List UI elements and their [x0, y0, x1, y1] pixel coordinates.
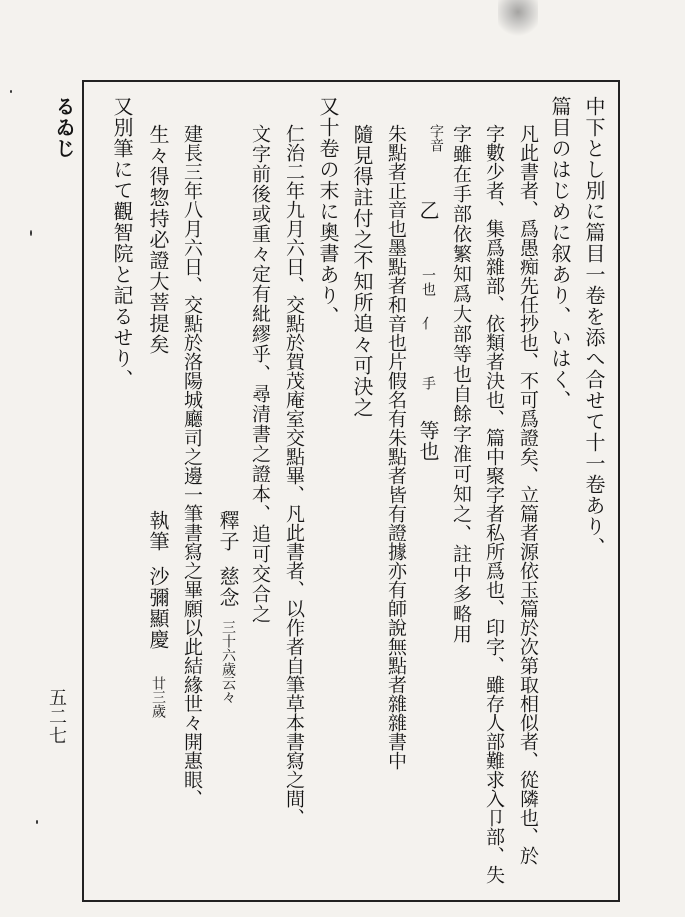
- page-smudge: [498, 0, 538, 40]
- paper-speck: [30, 230, 32, 236]
- text-column-2: 篇目のはじめに叙あり、いはく、: [548, 96, 572, 411]
- signature-shuhitsu: 執筆: [146, 510, 170, 552]
- page-number: 五二七: [46, 688, 67, 745]
- text-column-5: 字雖在手部依繁知爲大部等也自餘字准可知之、註中多略用: [450, 124, 472, 644]
- signature-age2: 廿三歲: [150, 676, 166, 718]
- gloss-item-3: 亻: [420, 316, 436, 330]
- signature-sami: 沙彌: [146, 566, 170, 608]
- signature-age1: 三十六歲云々: [220, 620, 236, 704]
- paper-speck: [36, 820, 38, 824]
- gloss-item-2: 一也: [420, 268, 436, 296]
- gloss-item-4: 手: [420, 376, 436, 390]
- gloss-column-top: 字音: [428, 124, 444, 152]
- running-title: るゐじ: [52, 96, 76, 159]
- text-column-11: 建長三年八月六日、交點於洛陽城廳司之邊一筆書寫之畢願以此結緣世々開惠眼、: [181, 124, 203, 808]
- signature-shakushi: 釋子: [216, 510, 240, 552]
- gloss-item-1: 乙: [416, 200, 440, 221]
- text-column-7: 隨見得註付之不知所追々可決之: [350, 124, 374, 418]
- text-column-8: 又十卷の末に奧書あり、: [316, 96, 340, 327]
- text-column-6: 朱點者正音也墨點者和音也片假名有朱點者皆有證據亦有師說無點者雜雜書中: [385, 124, 407, 770]
- text-column-12: 生々得惣持必證大菩提矣: [146, 124, 170, 355]
- text-column-1: 中下とし別に篇目一卷を添へ合せて十一卷あり、: [582, 96, 606, 558]
- paper-speck: [10, 90, 12, 93]
- signature-jinen: 慈念: [216, 566, 240, 608]
- text-column-9: 仁治二年九月六日、交點於賀茂庵室交點畢、凡此書者、以作者自筆草本書寫之間、: [283, 124, 305, 827]
- text-column-13: 又別筆にて觀智院と記るせり、: [110, 96, 134, 390]
- text-column-3: 凡此書者、爲愚痴先任抄也、不可爲證矣、立篇者源依玉篇於次第取相似者、從隣也、於: [517, 124, 539, 865]
- text-column-4: 字數少者、集爲雜部、依類者決也、篇中聚字者私所爲也、印字、雖存人部難求入卩部、失: [483, 124, 505, 884]
- gloss-item-5: 等也: [416, 420, 440, 462]
- signature-name: 顯慶: [146, 608, 170, 650]
- text-column-10: 文字前後或重々定有紕繆乎、尋清書之證本、追可交合之: [249, 124, 271, 624]
